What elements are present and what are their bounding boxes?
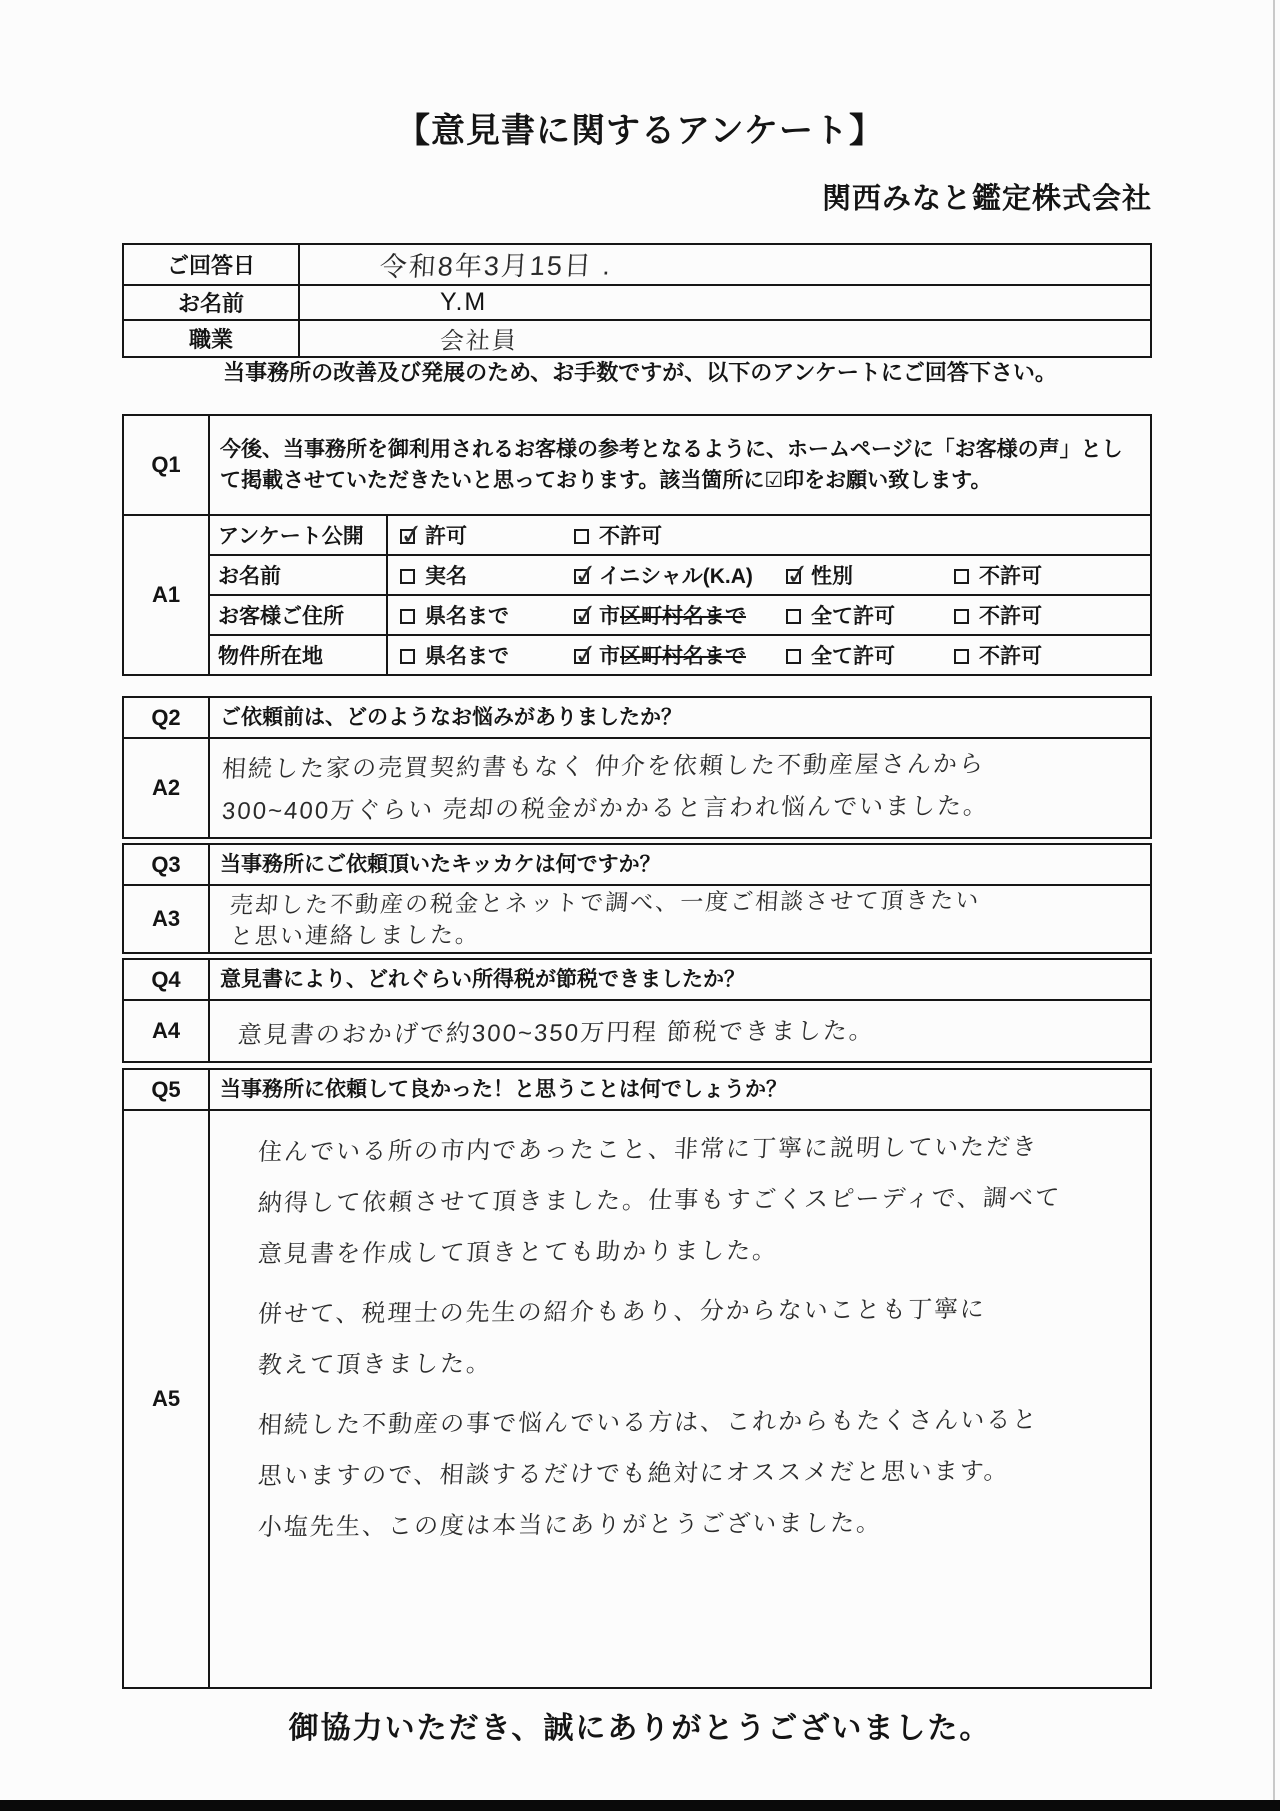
info-value-name: Y.M xyxy=(299,285,1151,320)
checkbox-icon xyxy=(954,569,969,584)
table-row xyxy=(123,1000,1151,1062)
checkbox-checked-icon xyxy=(786,569,801,584)
checkbox-icon xyxy=(954,609,969,624)
checkbox-icon xyxy=(574,529,589,544)
checkbox-icon xyxy=(954,649,969,664)
q2-question: ご依頼前は、どのようなお悩みがありましたか？ xyxy=(209,697,1151,738)
table-row xyxy=(123,1110,1151,1688)
option-gender: ✓ 性別 xyxy=(786,560,853,590)
q5-id: Q5 xyxy=(123,1069,209,1110)
checkbox-checked-icon xyxy=(574,609,589,624)
table-row xyxy=(123,844,1151,885)
table-row xyxy=(123,697,1151,738)
a1-options-name xyxy=(387,555,1151,595)
option-all-permit: 全て許可 xyxy=(786,600,895,630)
a3-answer: 売却した不動産の税金とネットで調べ、一度ご相談させて頂きたい と思い連絡しました。 xyxy=(209,885,1151,953)
respondent-info-table xyxy=(122,243,1152,358)
a1-options-address xyxy=(387,595,1151,635)
checkbox-checked-icon xyxy=(400,529,415,544)
table-row xyxy=(123,285,1151,320)
scan-bottom-bar xyxy=(0,1800,1280,1811)
checkbox-icon xyxy=(786,649,801,664)
a1-row-label-address: お客様ご住所 xyxy=(209,595,387,635)
closing-text: 御協力いただき、誠にありがとうございました。 xyxy=(288,1712,992,1745)
option-deny: 不許可 xyxy=(954,640,1042,670)
table-row xyxy=(123,635,1151,675)
q5-question: 当事務所に依頼して良かった！と思うことは何でしょうか？ xyxy=(209,1069,1151,1110)
table-row xyxy=(123,1069,1151,1110)
table-row xyxy=(123,959,1151,1000)
table-row xyxy=(123,415,1151,515)
a5-paragraph: 住んでいる所の市内であったこと、非常に丁寧に説明していただき 納得して依頼させて頂きました。仕事もすごくスピーディで、調べて 意見書を作成して頂きとても助かりました。 xyxy=(257,1133,1062,1268)
info-label-name: お名前 xyxy=(123,285,299,320)
a4-answer: 意見書のおかげで約300~350万円程 節税できました。 xyxy=(209,1000,1151,1062)
a2-answer: 相続した家の売買契約書もなく 仲介を依頼した不動産屋さんから 300~400万ぐらい 売却の税金がかかると言われ悩んでいました。 xyxy=(209,738,1151,838)
checkbox-icon xyxy=(786,609,801,624)
q4-id: Q4 xyxy=(123,959,209,1000)
info-label-date: ご回答日 xyxy=(123,244,299,285)
a1-options-property xyxy=(387,635,1151,675)
table-row xyxy=(123,320,1151,357)
q5-table xyxy=(122,1068,1152,1689)
option-city-struck: ✓ 市区町村名まで xyxy=(574,640,746,670)
option-permit: ✓ 許可 xyxy=(400,520,467,550)
table-row xyxy=(123,244,1151,285)
company-name: 関西みなと鑑定株式会社 xyxy=(821,183,1152,215)
table-row xyxy=(123,555,1151,595)
q4-table xyxy=(122,958,1152,1063)
table-row xyxy=(123,885,1151,953)
q2-id: Q2 xyxy=(123,697,209,738)
a3-id: A3 xyxy=(123,885,209,953)
checkbox-icon xyxy=(400,569,415,584)
a1-row-label-name: お名前 xyxy=(209,555,387,595)
q3-question: 当事務所にご依頼頂いたキッカケは何ですか？ xyxy=(209,844,1151,885)
option-all-permit: 全て許可 xyxy=(786,640,895,670)
option-prefecture: 県名まで xyxy=(400,640,509,670)
q2-table xyxy=(122,696,1152,839)
option-deny: 不許可 xyxy=(954,600,1042,630)
a2-id: A2 xyxy=(123,738,209,838)
instruction-text: 当事務所の改善及び発展のため、お手数ですが、以下のアンケートにご回答下さい。 xyxy=(223,360,1057,385)
option-initial: ✓ イニシャル(K.A) xyxy=(574,560,753,590)
checkbox-checked-icon xyxy=(574,569,589,584)
q3-table xyxy=(122,843,1152,954)
a5-paragraph: 相続した不動産の事で悩んでいる方は、これからもたくさんいると 思いますので、相談するだけでも絶対にオススメだと思います。 小塩先生、この度は本当にありがとうございました。 xyxy=(257,1406,1040,1541)
q1-question: 今後、当事務所を御利用されるお客様の参考となるように、ホームページに「お客様の声」として掲載させていただきたいと思っております。該当箇所に☑印をお願い致します。 xyxy=(209,415,1151,515)
q3-id: Q3 xyxy=(123,844,209,885)
q4-question: 意見書により、どれぐらい所得税が節税できましたか？ xyxy=(209,959,1151,1000)
info-value-date: 令和8年3月15日 . xyxy=(299,244,1151,285)
a5-id: A5 xyxy=(123,1110,209,1688)
q1-table xyxy=(122,414,1152,676)
a5-paragraph: 併せて、税理士の先生の紹介もあり、分からないことも丁寧に 教えて頂きました。 xyxy=(257,1295,987,1379)
table-row xyxy=(123,595,1151,635)
a4-id: A4 xyxy=(123,1000,209,1062)
page-title: 【意見書に関するアンケート】 xyxy=(396,112,884,150)
checkbox-icon xyxy=(400,649,415,664)
strikethrough-text: 区町村名まで xyxy=(620,605,746,628)
a1-row-label-property: 物件所在地 xyxy=(209,635,387,675)
a1-row-label-publish: アンケート公開 xyxy=(209,515,387,555)
option-realname: 実名 xyxy=(400,560,467,590)
strikethrough-text: 区町村名まで xyxy=(620,645,746,668)
info-label-occupation: 職業 xyxy=(123,320,299,357)
option-prefecture: 県名まで xyxy=(400,600,509,630)
scan-edge-line xyxy=(1273,0,1275,1811)
a1-id: A1 xyxy=(123,515,209,675)
a5-answer xyxy=(209,1110,1151,1688)
option-deny: 不許可 xyxy=(574,520,662,550)
a1-options-publish xyxy=(387,515,1151,555)
option-city-struck: ✓ 市区町村名まで xyxy=(574,600,746,630)
checkbox-icon xyxy=(400,609,415,624)
checkbox-checked-icon xyxy=(574,649,589,664)
table-row xyxy=(123,738,1151,838)
q1-id: Q1 xyxy=(123,415,209,515)
option-deny: 不許可 xyxy=(954,560,1042,590)
info-value-occupation: 会社員 xyxy=(299,320,1151,357)
table-row xyxy=(123,515,1151,555)
